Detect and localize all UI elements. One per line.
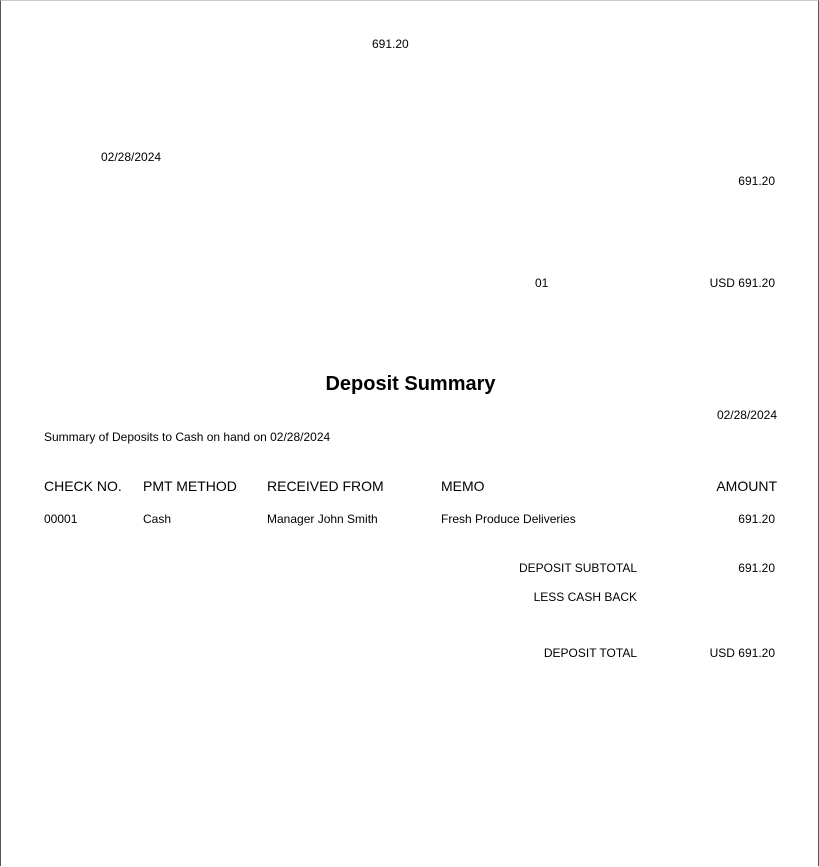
subtotal-value: 691.20 (738, 561, 775, 575)
column-header-pmt-method: PMT METHOD (143, 478, 237, 494)
stub-deposit-number: 01 (535, 276, 549, 290)
cell-check-no: 00001 (44, 512, 78, 526)
column-header-amount: AMOUNT (716, 478, 777, 494)
column-header-received-from: RECEIVED FROM (267, 478, 384, 494)
total-label: DEPOSIT TOTAL (543, 646, 637, 660)
stub-amount-top: 691.20 (372, 37, 409, 51)
cell-received-from: Manager John Smith (267, 512, 378, 526)
stub-amount-total: USD 691.20 (709, 276, 775, 290)
stub-date: 02/28/2024 (101, 150, 162, 164)
cell-amount: 691.20 (738, 512, 775, 526)
cash-back-label: LESS CASH BACK (533, 590, 637, 604)
stub-amount-mid: 691.20 (738, 174, 775, 188)
subtotal-label: DEPOSIT SUBTOTAL (518, 561, 637, 575)
column-header-memo: MEMO (441, 478, 485, 494)
page-title: Deposit Summary (325, 373, 496, 395)
summary-date: 02/28/2024 (716, 408, 777, 422)
cell-pmt-method: Cash (143, 512, 172, 526)
column-header-check-no: CHECK NO. (44, 478, 122, 494)
cell-memo: Fresh Produce Deliveries (441, 512, 576, 526)
summary-description: Summary of Deposits to Cash on hand on 02/28/2024 (44, 430, 331, 444)
total-value: USD 691.20 (709, 646, 775, 660)
